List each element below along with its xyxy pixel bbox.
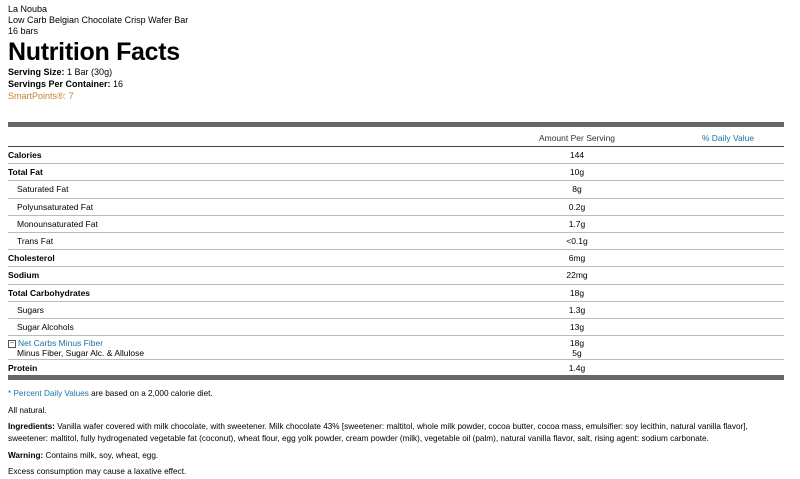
nutrient-row-total-carbohydrates <box>8 285 784 302</box>
nutrient-label: Total Fat <box>8 167 43 178</box>
nutrient-value: 8g <box>572 184 582 195</box>
serving-size <box>8 66 788 78</box>
nutrient-row-calories <box>8 147 784 164</box>
nutrient-value: 18g <box>569 287 585 298</box>
product-name: Low Carb Belgian Chocolate Crisp Wafer Bar <box>8 15 189 25</box>
nutrient-row-trans-fat <box>8 233 784 250</box>
serving-size-label: Serving Size: <box>8 67 65 77</box>
page-title: Nutrition Facts <box>8 38 180 66</box>
footer-notes <box>8 388 788 479</box>
bottom-divider <box>8 375 784 380</box>
nutrient-row-cholesterol <box>8 250 784 267</box>
nutrient-value: 144 <box>569 150 585 160</box>
net-carbs-toggle[interactable] <box>8 338 103 348</box>
nutrient-row-monounsaturated-fat <box>8 216 784 233</box>
nutrient-label: Calories <box>8 150 42 160</box>
ingredients-label: Ingredients: <box>8 422 55 431</box>
nutrient-label: Trans Fat <box>17 235 54 246</box>
package-size: 16 bars <box>8 26 39 36</box>
nutrient-value: 1.3g <box>568 304 586 315</box>
warning-label: Warning: <box>8 450 44 460</box>
amount-per-serving-header: Amount Per Serving <box>538 133 616 143</box>
net-carbs-sub-label: Minus Fiber, Sugar Alc. & Allulose <box>17 348 145 359</box>
nutrient-value: 10g <box>569 167 585 178</box>
net-carbs-link[interactable]: Net Carbs Minus Fiber <box>18 338 104 349</box>
nutrient-row-sugars <box>8 302 784 319</box>
servings-per-container <box>8 78 788 90</box>
natural-note: All natural. <box>8 405 47 415</box>
nutrient-label: Monounsaturated Fat <box>17 218 98 229</box>
ingredients <box>8 421 788 444</box>
dv-note-text: are based on a 2,000 calorie diet. <box>88 389 213 398</box>
dv-star: * <box>8 389 14 398</box>
product-header <box>8 4 788 102</box>
servings-label: Servings Per Container: <box>8 79 111 89</box>
ingredients-text: Vanilla wafer covered with milk chocolate, with sweetener. Milk chocolate 43% [sweetener: maltitol, whole milk powder, cocoa butter, cocoa mass, emulsifier: soy lecithin, natural vanilla flavor], sweetener: maltitol, fully hydrogenated vegetable fat (coconut), wheat flour, egg yolk powder, cream powder (milk), vegetable oil (palm), natural vanilla flavor, salt, rising agent: sodium carbonate. <box>8 422 748 443</box>
nutrient-label: Sugar Alcohols <box>17 321 74 332</box>
top-divider <box>8 122 784 127</box>
percent-daily-values-link[interactable]: Percent Daily Values <box>13 389 89 398</box>
daily-value-header[interactable]: % Daily Value <box>701 133 755 143</box>
nutrient-value: 6mg <box>568 253 586 264</box>
nutrient-label: Polyunsaturated Fat <box>17 201 94 212</box>
nutrient-label: Sugars <box>17 304 44 315</box>
nutrient-row-polyunsaturated-fat <box>8 199 784 216</box>
warning-text: Contains milk, soy, wheat, egg. <box>45 450 159 460</box>
nutrient-row-sodium <box>8 267 784 284</box>
brand-name: La Nouba <box>8 4 48 14</box>
warning <box>8 450 788 461</box>
nutrient-value: <0.1g <box>566 235 588 246</box>
nutrient-label: Protein <box>8 363 38 374</box>
nutrient-row-sugar-alcohols <box>8 319 784 336</box>
nutrient-label: Sodium <box>8 270 40 281</box>
nutrient-value: 1.4g <box>568 363 586 374</box>
nutrient-label: Total Carbohydrates <box>8 287 91 298</box>
nutrient-value: 0.2g <box>568 201 586 212</box>
serving-size-value: 1 Bar (30g) <box>67 67 113 77</box>
nutrient-value: 13g <box>569 321 585 332</box>
nutrient-row-total-fat <box>8 164 784 181</box>
nutrient-label: Saturated Fat <box>17 184 69 195</box>
excess-note: Excess consumption may cause a laxative effect. <box>8 467 187 476</box>
net-carbs-row <box>8 336 784 360</box>
smartpoints: SmartPoints®: 7 <box>8 91 74 101</box>
nutrient-table <box>8 147 784 377</box>
column-headers <box>8 133 784 145</box>
net-carbs-value: 18g <box>569 338 585 349</box>
daily-value-note <box>8 388 788 399</box>
nutrient-value: 22mg <box>566 270 588 281</box>
net-carbs-sub-value: 5g <box>572 348 582 359</box>
nutrient-label: Cholesterol <box>8 253 55 264</box>
collapse-icon[interactable]: − <box>9 339 15 347</box>
servings-value: 16 <box>113 79 124 89</box>
nutrient-row-saturated-fat <box>8 181 784 198</box>
nutrient-value: 1.7g <box>568 218 586 229</box>
